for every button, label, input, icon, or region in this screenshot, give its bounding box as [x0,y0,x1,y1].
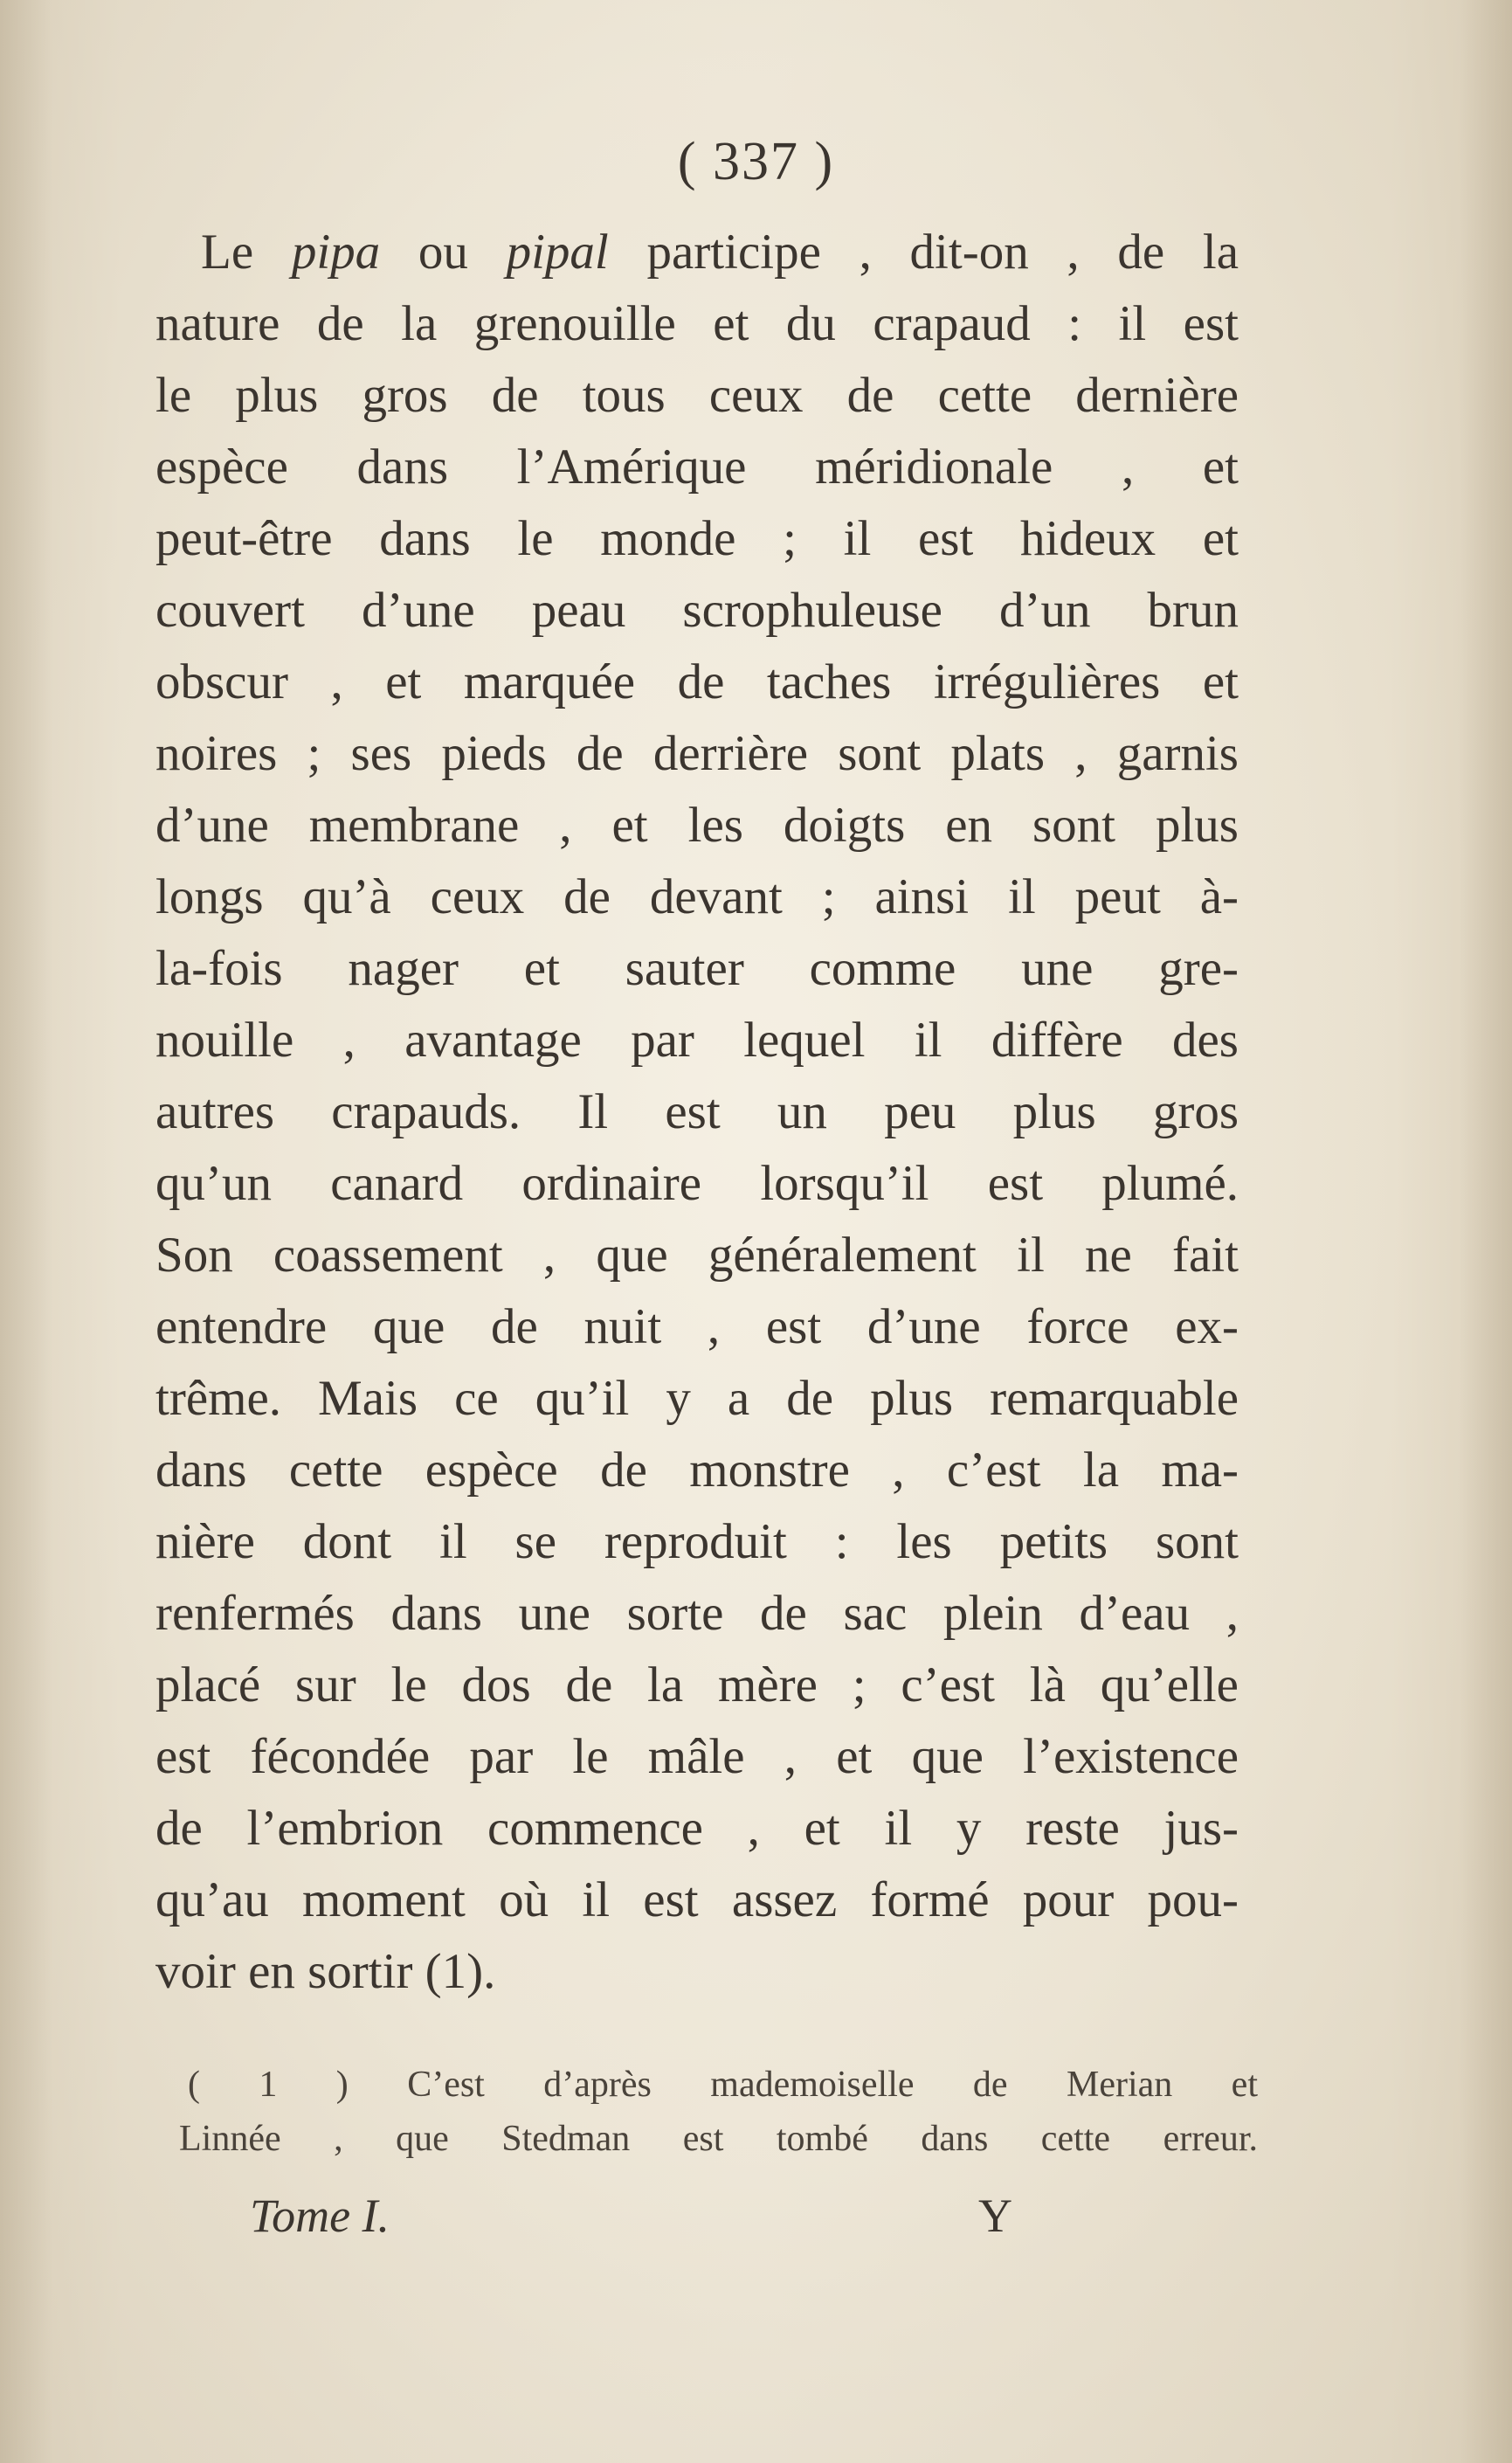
paragraph-line: trême. Mais ce qu’il y a de plus remarquable [155,1371,1239,1426]
italic-term-pipal: pipal [506,225,609,280]
main-paragraph [155,217,1239,2008]
paragraph-line: peut-être dans le monde ; il est hideux et [155,511,1239,566]
paragraph-line: de l’embrion commence , et il y reste jus- [155,1801,1239,1856]
paragraph-line: longs qu’à ceux de devant ; ainsi il peut à- [155,869,1239,924]
footnote-line: ( 1 ) C’est d’après mademoiselle de Merian et [188,2065,1258,2105]
page-footer [0,2189,1512,2250]
footnote [179,2058,1258,2166]
paragraph-line: qu’un canard ordinaire lorsqu’il est plumé. [155,1156,1239,1211]
paragraph-line: qu’au moment où il est assez formé pour pou- [155,1872,1239,1927]
volume-label: Tome I. [250,2190,390,2242]
footnote-line: Linnée , que Stedman est tombé dans cette erreur. [179,2119,1258,2159]
paragraph-line: la-fois nager et sauter comme une gre- [155,941,1239,996]
signature-mark: Y [978,2190,1012,2242]
page-right-shadow [1460,0,1512,2463]
paragraph-line: d’une membrane , et les doigts en sont plus [155,798,1239,853]
paragraph-line: le plus gros de tous ceux de cette dernière [155,368,1239,423]
paragraph-line: est fécondée par le mâle , et que l’existence [155,1729,1239,1784]
paragraph-line: noires ; ses pieds de derrière sont plats , garnis [155,726,1239,781]
line-text: ou [380,225,507,280]
italic-term-pipa: pipa [291,225,381,280]
paragraph-line: nature de la grenouille et du crapaud : il est [155,296,1239,351]
paragraph-line: Son coassement , que généralement il ne fait [155,1228,1239,1283]
paragraph-line: autres crapauds. Il est un peu plus gros [155,1084,1239,1139]
paragraph-line: renfermés dans une sorte de sac plein d’eau , [155,1586,1239,1641]
paragraph-line: placé sur le dos de la mère ; c’est là qu’elle [155,1657,1239,1712]
paragraph-line: couvert d’une peau scrophuleuse d’un brun [155,583,1239,638]
paragraph-line: obscur , et marquée de taches irrégulières et [155,654,1239,709]
line-text: Le [201,225,292,280]
paragraph-line: espèce dans l’Amérique méridionale , et [155,439,1239,495]
line-text: participe , dit-on , de la [608,225,1239,280]
paragraph-line: nouille , avantage par lequel il diffère des [155,1013,1239,1068]
page-number: ( 337 ) [677,132,835,191]
paragraph-line: voir en sortir (1). [155,1944,496,1999]
paragraph-line [155,217,1239,288]
paragraph-line: nière dont il se reproduit : les petits sont [155,1514,1239,1569]
paragraph-line: dans cette espèce de monstre , c’est la ma- [155,1443,1239,1498]
paragraph-line: entendre que de nuit , est d’une force ex- [155,1299,1239,1354]
page-left-shadow [0,0,52,2463]
